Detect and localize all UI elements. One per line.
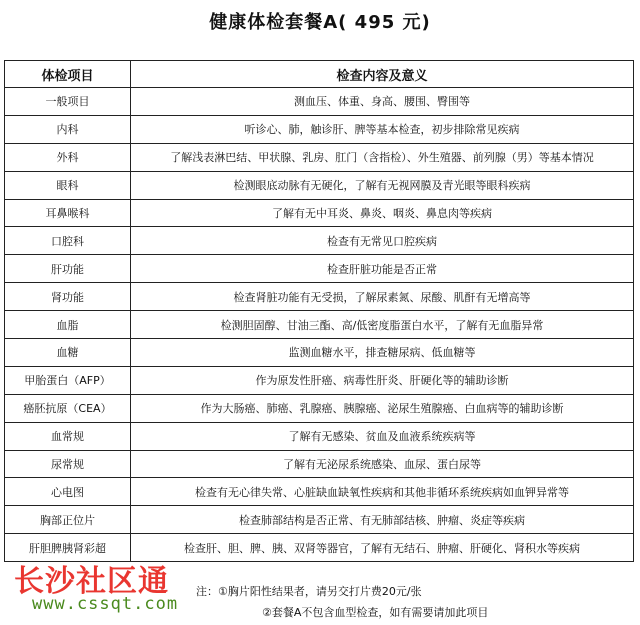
checkup-item: 耳鼻喉科: [5, 199, 131, 227]
table-row: [5, 478, 634, 506]
table-row: [5, 311, 634, 339]
checkup-item: 血常规: [5, 422, 131, 450]
table-row: [5, 88, 634, 116]
checkup-item: 心电图: [5, 478, 131, 506]
checkup-description: 检测胆固醇、甘油三酯、高/低密度脂蛋白水平，了解有无血脂异常: [131, 311, 634, 339]
note-2: ②套餐A不包含血型检查，如有需要请加此项目: [262, 606, 489, 619]
checkup-item: 一般项目: [5, 88, 131, 116]
table-row: [5, 115, 634, 143]
table-row: [5, 394, 634, 422]
checkup-description: 测血压、体重、身高、腰围、臀围等: [131, 88, 634, 116]
watermark-url: www.cssqt.com: [32, 594, 179, 614]
table-row: [5, 227, 634, 255]
checkup-description: 了解有无感染、贫血及血液系统疾病等: [131, 422, 634, 450]
checkup-description: 检测眼底动脉有无硬化，了解有无视网膜及青光眼等眼科疾病: [131, 171, 634, 199]
checkup-description: 作为原发性肝癌、病毒性肝炎、肝硬化等的辅助诊断: [131, 366, 634, 394]
checkup-description: 听诊心、肺，触诊肝、脾等基本检查，初步排除常见疾病: [131, 115, 634, 143]
table-row: [5, 199, 634, 227]
checkup-item: 肝胆脾胰肾彩超: [5, 534, 131, 562]
checkup-item: 癌胚抗原（CEA）: [5, 394, 131, 422]
checkup-item: 肝功能: [5, 255, 131, 283]
checkup-description: 了解有无中耳炎、鼻炎、咽炎、鼻息肉等疾病: [131, 199, 634, 227]
checkup-item: 肾功能: [5, 283, 131, 311]
checkup-description: 监测血糖水平，排查糖尿病、低血糖等: [131, 339, 634, 367]
checkup-item: 尿常规: [5, 450, 131, 478]
column-header-item: 体检项目: [5, 61, 131, 88]
checkup-description: 了解浅表淋巴结、甲状腺、乳房、肛门（含指检）、外生殖器、前列腺（男）等基本情况: [131, 143, 634, 171]
checkup-item: 口腔科: [5, 227, 131, 255]
checkup-description: 检查有无心律失常、心脏缺血缺氧性疾病和其他非循环系统疾病如血钾异常等: [131, 478, 634, 506]
table-row: [5, 339, 634, 367]
watermark: [14, 556, 244, 616]
checkup-description: 检查肝、胆、脾、胰、双肾等器官，了解有无结石、肿瘤、肝硬化、肾积水等疾病: [131, 534, 634, 562]
column-header-description: 检查内容及意义: [131, 61, 634, 88]
checkup-description: 作为大肠癌、肺癌、乳腺癌、胰腺癌、泌尿生殖腺癌、白血病等的辅助诊断: [131, 394, 634, 422]
checkup-table: [4, 60, 634, 562]
checkup-item: 外科: [5, 143, 131, 171]
table-row: [5, 283, 634, 311]
checkup-item: 胸部正位片: [5, 506, 131, 534]
checkup-description: 检查肝脏功能是否正常: [131, 255, 634, 283]
checkup-item: 血脂: [5, 311, 131, 339]
table-row: [5, 171, 634, 199]
checkup-item: 眼科: [5, 171, 131, 199]
table-row: [5, 450, 634, 478]
table-row: [5, 422, 634, 450]
checkup-item: 甲胎蛋白（AFP）: [5, 366, 131, 394]
checkup-description: 检查肾脏功能有无受损，了解尿素氮、尿酸、肌酐有无增高等: [131, 283, 634, 311]
note-1: 注：①胸片阳性结果者，请另交打片费20元/张: [196, 585, 422, 598]
table-row: [5, 506, 634, 534]
checkup-item: 内科: [5, 115, 131, 143]
table-row: [5, 366, 634, 394]
table-header-row: [5, 61, 634, 88]
checkup-description: 检查肺部结构是否正常、有无肺部结核、肿瘤、炎症等疾病: [131, 506, 634, 534]
page-title: 健康体检套餐A( 495 元): [209, 12, 431, 33]
checkup-description: 检查有无常见口腔疾病: [131, 227, 634, 255]
table-row: [5, 143, 634, 171]
watermark-text: 长沙社区通: [14, 564, 169, 599]
table-row: [5, 255, 634, 283]
checkup-description: 了解有无泌尿系统感染、血尿、蛋白尿等: [131, 450, 634, 478]
checkup-item: 血糖: [5, 339, 131, 367]
